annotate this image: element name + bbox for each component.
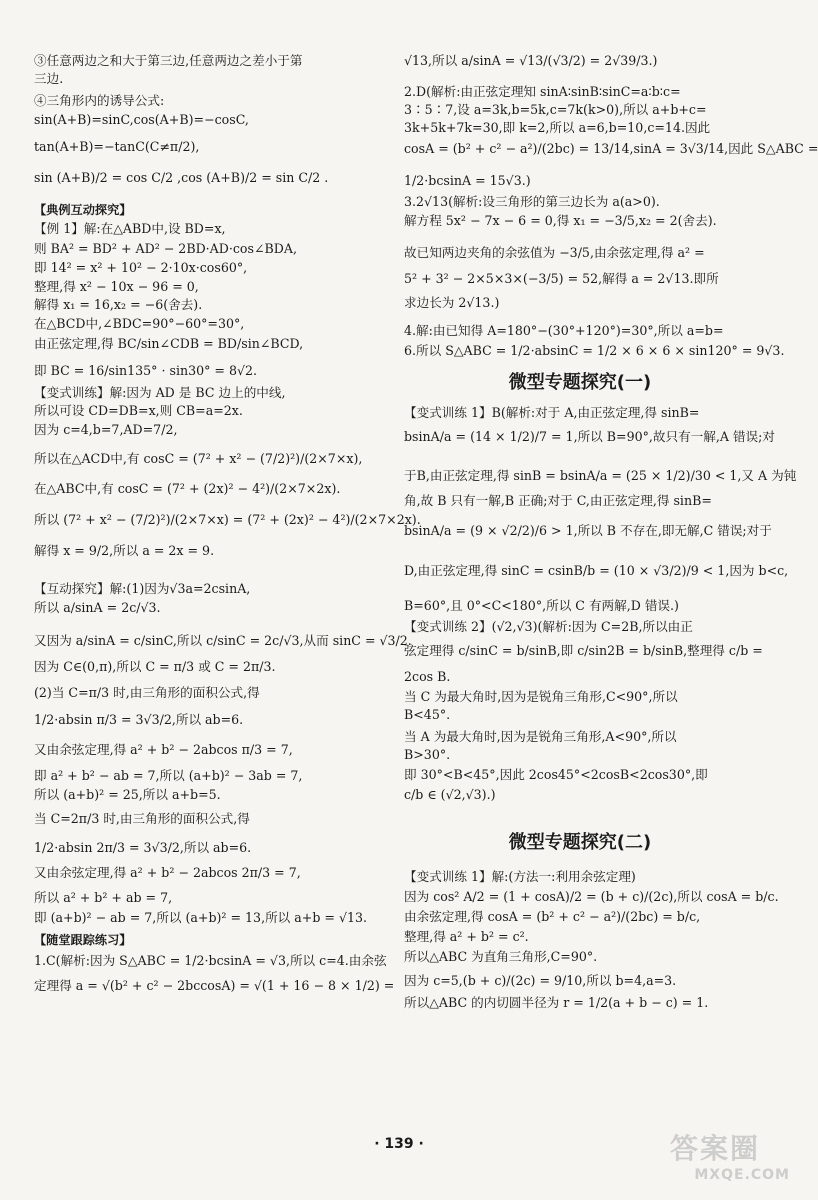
text-line: 整理,得 x² − 10x − 96 = 0, [34,279,199,294]
text-line: 1/2·bcsinA = 15√3.) [404,173,531,188]
text-line: 当 A 为最大角时,因为是锐角三角形,A<90°,所以 [404,729,677,744]
text-line: sin(A+B)=sinC,cos(A+B)=−cosC, [34,112,249,127]
text-line: 弦定理得 c/sinC = b/sinB,即 c/sin2B = b/sinB,整理得 c/b = [404,643,763,658]
text-line: bsinA/a = (14 × 1/2)/7 = 1,所以 B=90°,故只有一解,A 错误;对 [404,429,775,444]
page-number: · 139 · [374,1136,424,1152]
text-line: 4.解:由已知得 A=180°−(30°+120°)=30°,所以 a=b= [404,323,724,338]
text-line: 6.所以 S△ABC = 1/2·absinC = 1/2 × 6 × 6 × sin120° = 9√3. [404,343,785,358]
text-line: 又由余弦定理,得 a² + b² − 2abcos 2π/3 = 7, [34,865,301,880]
text-line: c/b ∈ (√2,√3).) [404,787,496,802]
text-line: 1/2·absin 2π/3 = 3√3/2,所以 ab=6. [34,840,252,855]
text-line: ④三角形内的诱导公式: [34,93,165,108]
text-line: 所以△ABC 的内切圆半径为 r = 1/2(a + b − c) = 1. [404,995,709,1010]
text-line: 即 14² = x² + 10² − 2·10x·cos60°, [34,260,248,275]
text-line: 因为 C∈(0,π),所以 C = π/3 或 C = 2π/3. [34,659,276,674]
text-line: 即 30°<B<45°,因此 2cos45°<2cosB<2cos30°,即 [404,767,708,782]
text-line: D,由正弦定理,得 sinC = csinB/b = (10 × √3/2)/9 < 1,因为 b<c, [404,563,789,578]
text-line: B<45°. [404,707,451,722]
text-line: 又由余弦定理,得 a² + b² − 2abcos π/3 = 7, [34,742,293,757]
text-line: B>30°. [404,747,451,762]
text-line: 解得 x = 9/2,所以 a = 2x = 9. [34,543,215,558]
text-line: 因为 c=4,b=7,AD=7/2, [34,422,178,437]
text-line: 由余弦定理,得 cosA = (b² + c² − a²)/(2bc) = b/c, [404,909,701,924]
text-line: 所以在△ACD中,有 cosC = (7² + x² − (7/2)²)/(2×7×x), [34,451,363,466]
text-line: 因为 c=5,(b + c)/(2c) = 9/10,所以 b=4,a=3. [404,973,677,988]
text-line: ③任意两边之和大于第三边,任意两边之差小于第 [34,53,303,68]
text-line: 当 C=2π/3 时,由三角形的面积公式,得 [34,811,250,826]
text-line: 又因为 a/sinA = c/sinC,所以 c/sinC = 2c/√3,从而 sinC = √3/2. [34,633,412,648]
text-line: 3.2√13(解析:设三角形的第三边长为 a(a>0). [404,194,660,209]
text-line: 角,故 B 只有一解,B 正确;对于 C,由正弦定理,得 sinB= [404,493,712,508]
text-line: tan(A+B)=−tanC(C≠π/2), [34,139,200,154]
text-line: 定理得 a = √(b² + c² − 2bccosA) = √(1 + 16 − 8 × 1/2) = [34,978,395,993]
text-line: 整理,得 a² + b² = c². [404,929,529,944]
watermark-site: MXQE.COM [694,1167,790,1183]
text-line: 3∶5∶7,设 a=3k,b=5k,c=7k(k>0),所以 a+b+c= [404,102,707,117]
text-line: 1.C(解析:因为 S△ABC = 1/2·bcsinA = √3,所以 c=4.由余弦 [34,953,387,968]
text-line: 所以 (a+b)² = 25,所以 a+b=5. [34,787,221,802]
text-line: 由正弦定理,得 BC/sin∠CDB = BD/sin∠BCD, [34,336,304,351]
watermark-text: 答案圈 [670,1132,761,1165]
text-line: 于B,由正弦定理,得 sinB = bsinA/a = (25 × 1/2)/30 < 1,又 A 为钝 [404,468,797,483]
text-line: bsinA/a = (9 × √2/2)/6 > 1,所以 B 不存在,即无解,C 错误;对于 [404,523,772,538]
section-label: 【随堂跟踪练习】 [34,933,132,947]
text-line: 求边长为 2√13.) [404,295,500,310]
text-line: 2.D(解析:由正弦定理知 sinA∶sinB∶sinC=a∶b∶c= [404,84,681,99]
text-line: 解得 x₁ = 16,x₂ = −6(舍去). [34,297,203,312]
text-line: cosA = (b² + c² − a²)/(2bc) = 13/14,sinA = 3√3/14,因此 S△ABC = [404,141,818,156]
text-line: 【互动探究】解:(1)因为√3a=2csinA, [34,581,251,596]
text-line: 在△ABC中,有 cosC = (7² + (2x)² − 4²)/(2×7×2x). [34,481,341,496]
text-line: 三边. [34,71,64,86]
text-line: 当 C 为最大角时,因为是锐角三角形,C<90°,所以 [404,689,678,704]
section-heading: 微型专题探究(一) [508,372,652,393]
watermark-logo [670,1132,790,1194]
text-line: sin (A+B)/2 = cos C/2 ,cos (A+B)/2 = sin C/2 . [34,170,329,185]
text-line: 故已知两边夹角的余弦值为 −3/5,由余弦定理,得 a² = [404,245,705,260]
text-line: 所以 a/sinA = 2c/√3. [34,600,161,615]
text-line: 3k+5k+7k=30,即 k=2,所以 a=6,b=10,c=14.因此 [404,120,711,135]
text-line: 解方程 5x² − 7x − 6 = 0,得 x₁ = −3/5,x₂ = 2(舍去). [404,213,717,228]
text-line: 所以△ABC 为直角三角形,C=90°. [404,949,598,964]
text-line: 【变式训练 1】解:(方法一:利用余弦定理) [404,869,636,884]
text-line: 即 (a+b)² − ab = 7,所以 (a+b)² = 13,所以 a+b = √13. [34,910,367,925]
text-line: 【例 1】解:在△ABD中,设 BD=x, [34,221,226,236]
text-line: 即 a² + b² − ab = 7,所以 (a+b)² − 3ab = 7, [34,768,303,783]
text-line: 所以 a² + b² + ab = 7, [34,890,173,905]
section-heading: 微型专题探究(二) [508,832,652,853]
text-line: 所以可设 CD=DB=x,则 CB=a=2x. [34,403,243,418]
text-line: 则 BA² = BD² + AD² − 2BD·AD·cos∠BDA, [34,241,297,256]
text-line: 5² + 3² − 2×5×3×(−3/5) = 52,解得 a = 2√13.即所 [404,271,719,286]
text-line: 即 BC = 16/sin135° · sin30° = 8√2. [34,363,258,378]
text-line: 在△BCD中,∠BDC=90°−60°=30°, [34,316,245,331]
text-line: (2)当 C=π/3 时,由三角形的面积公式,得 [34,685,260,700]
text-line: 1/2·absin π/3 = 3√3/2,所以 ab=6. [34,712,244,727]
text-line: 【变式训练 2】(√2,√3)(解析:因为 C=2B,所以由正 [404,619,693,634]
text-line: 因为 cos² A/2 = (1 + cosA)/2 = (b + c)/(2c),所以 cosA = b/c. [404,889,779,904]
text-line: 2cos B. [404,669,451,684]
text-line: 【变式训练】解:因为 AD 是 BC 边上的中线, [34,385,286,400]
text-line: B=60°,且 0°<C<180°,所以 C 有两解,D 错误.) [404,598,679,613]
text-line: √13,所以 a/sinA = √13/(√3/2) = 2√39/3.) [404,53,658,68]
section-label: 【典例互动探究】 [34,203,132,217]
text-line: 所以 (7² + x² − (7/2)²)/(2×7×x) = (7² + (2x)² − 4²)/(2×7×2x). [34,512,421,527]
text-line: 【变式训练 1】B(解析:对于 A,由正弦定理,得 sinB= [404,405,700,420]
